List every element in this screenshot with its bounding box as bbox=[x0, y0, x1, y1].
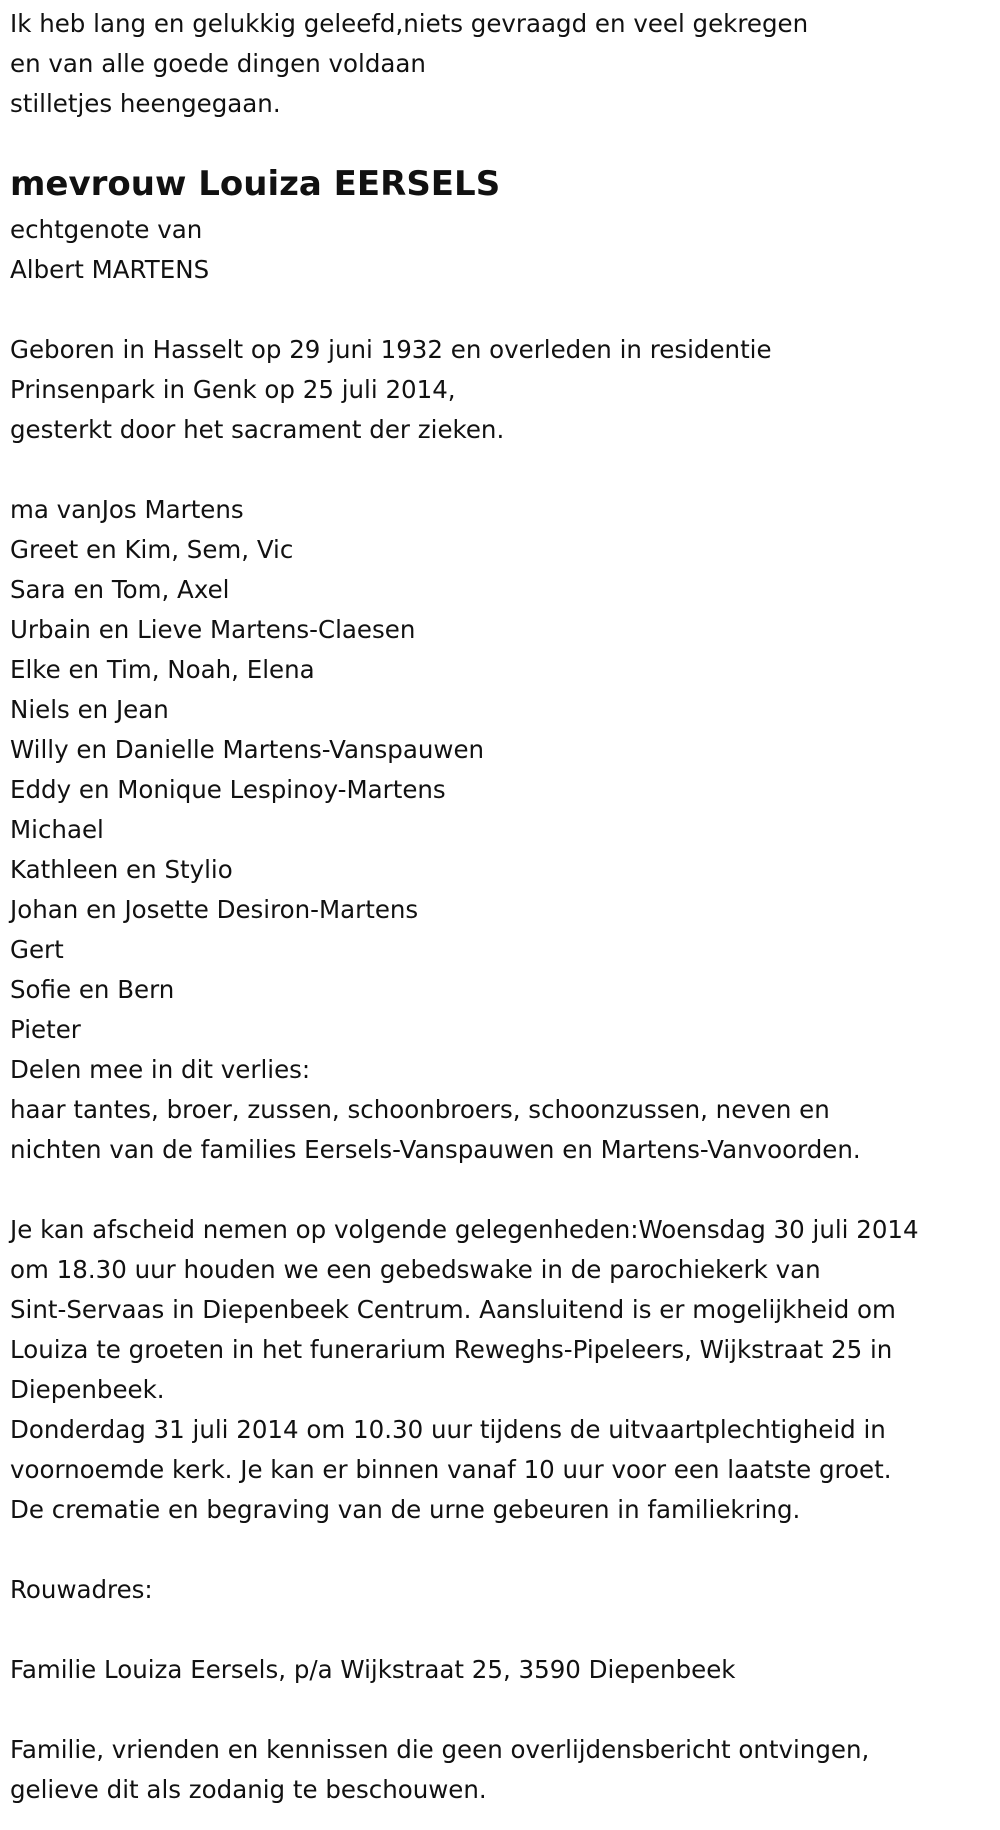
family-line: Sara en Tom, Axel bbox=[10, 575, 230, 604]
birth-death-line: Prinsenpark in Genk op 25 juli 2014, bbox=[10, 375, 456, 404]
ceremony-line: voornoemde kerk. Je kan er binnen vanaf 10 uur voor een laatste groet. bbox=[10, 1455, 892, 1484]
poem-line: Ik heb lang en gelukkig geleefd,niets gevraagd en veel gekregen bbox=[10, 9, 809, 38]
family-line: Elke en Tim, Noah, Elena bbox=[10, 655, 315, 684]
family-line: Pieter bbox=[10, 1015, 81, 1044]
family-line: Sofie en Bern bbox=[10, 975, 175, 1004]
poem-line: en van alle goede dingen voldaan bbox=[10, 49, 426, 78]
closing-line: Familie, vrienden en kennissen die geen overlijdensbericht ontvingen, bbox=[10, 1735, 870, 1764]
family-line: Eddy en Monique Lespinoy-Martens bbox=[10, 775, 446, 804]
family-line: Delen mee in dit verlies: bbox=[10, 1055, 311, 1084]
ceremony-line: Sint-Servaas in Diepenbeek Centrum. Aansluitend is er mogelijkheid om bbox=[10, 1295, 896, 1324]
ceremony-line: De crematie en begraving van de urne gebeuren in familiekring. bbox=[10, 1495, 801, 1524]
address: Familie Louiza Eersels, p/a Wijkstraat 25, 3590 Diepenbeek bbox=[10, 1655, 736, 1684]
ceremony-line: Donderdag 31 juli 2014 om 10.30 uur tijdens de uitvaartplechtigheid in bbox=[10, 1415, 886, 1444]
family-line: Willy en Danielle Martens-Vanspauwen bbox=[10, 735, 485, 764]
spacer bbox=[10, 290, 990, 330]
ceremony-line: om 18.30 uur houden we een gebedswake in de parochiekerk van bbox=[10, 1255, 821, 1284]
family-list bbox=[10, 490, 990, 1170]
birth-death-line: Geboren in Hasselt op 29 juni 1932 en overleden in residentie bbox=[10, 335, 772, 364]
family-line: Gert bbox=[10, 935, 64, 964]
birth-death-info bbox=[10, 330, 990, 450]
spacer bbox=[10, 1690, 990, 1730]
family-line: Niels en Jean bbox=[10, 695, 169, 724]
ceremony-line: Louiza te groeten in het funerarium Reweghs-Pipeleers, Wijkstraat 25 in bbox=[10, 1335, 893, 1364]
family-line: Urbain en Lieve Martens-Claesen bbox=[10, 615, 416, 644]
ceremony-info bbox=[10, 1210, 990, 1530]
family-line: ma vanJos Martens bbox=[10, 495, 244, 524]
family-line: Kathleen en Stylio bbox=[10, 855, 233, 884]
family-line: haar tantes, broer, zussen, schoonbroers, schoonzussen, neven en bbox=[10, 1095, 830, 1124]
family-line: Greet en Kim, Sem, Vic bbox=[10, 535, 294, 564]
spouse-line: echtgenote van bbox=[10, 215, 203, 244]
ceremony-line: Diepenbeek. bbox=[10, 1375, 165, 1404]
ceremony-line: Je kan afscheid nemen op volgende gelegenheden:Woensdag 30 juli 2014 bbox=[10, 1215, 919, 1244]
spouse-info bbox=[10, 210, 990, 290]
spouse-line: Albert MARTENS bbox=[10, 255, 210, 284]
family-line: Michael bbox=[10, 815, 104, 844]
spacer bbox=[10, 124, 990, 164]
spacer bbox=[10, 1610, 990, 1650]
deceased-name: mevrouw Louiza EERSELS bbox=[10, 164, 501, 204]
family-line: Johan en Josette Desiron-Martens bbox=[10, 895, 419, 924]
address-label: Rouwadres: bbox=[10, 1575, 153, 1604]
poem bbox=[10, 4, 990, 124]
spacer bbox=[10, 450, 990, 490]
spacer bbox=[10, 1530, 990, 1570]
spacer bbox=[10, 1170, 990, 1210]
closing-line: gelieve dit als zodanig te beschouwen. bbox=[10, 1775, 487, 1804]
family-line: nichten van de families Eersels-Vanspauwen en Martens-Vanvoorden. bbox=[10, 1135, 861, 1164]
poem-line: stilletjes heengegaan. bbox=[10, 89, 281, 118]
birth-death-line: gesterkt door het sacrament der zieken. bbox=[10, 415, 505, 444]
closing-note bbox=[10, 1730, 990, 1810]
